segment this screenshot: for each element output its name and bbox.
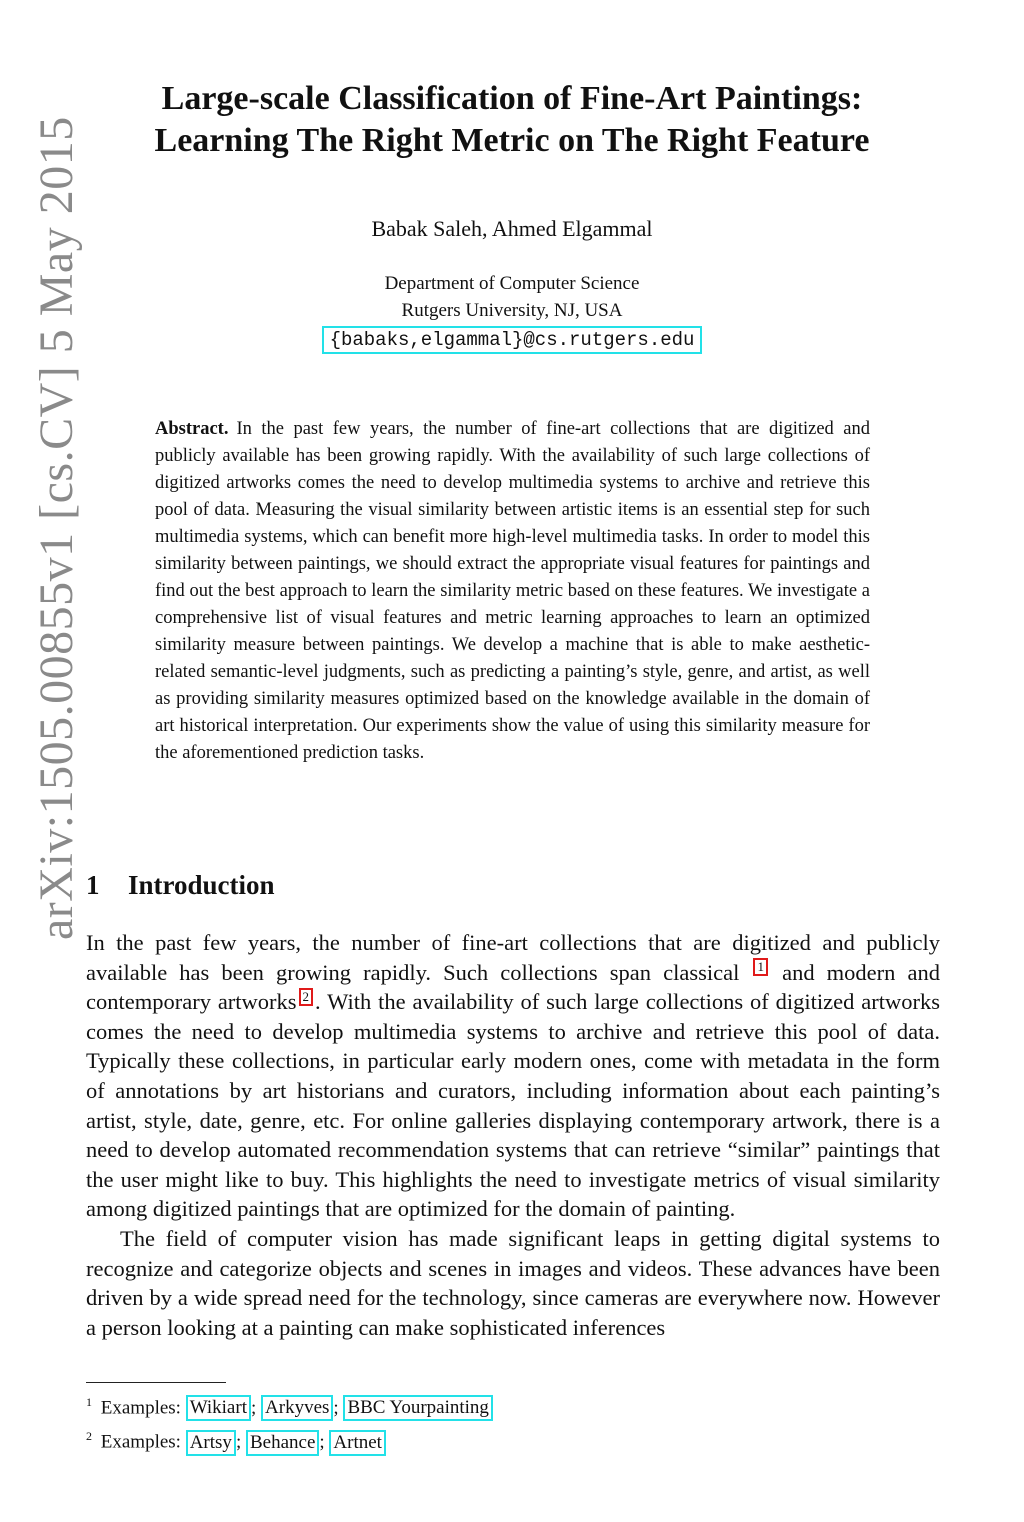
section-heading-introduction (86, 866, 275, 904)
link-wikiart[interactable]: Wikiart (186, 1395, 251, 1421)
link-separator: ; (235, 1431, 242, 1453)
arxiv-identifier-stamp: arXiv:1505.00855v1 [cs.CV] 5 May 2015 (30, 116, 83, 940)
intro-p1-text-a: In the past few years, the number of fine-art collections that are digitized and publicly available has been growing rapidly. Such collections span classical (86, 930, 940, 985)
link-arkyves[interactable]: Arkyves (261, 1395, 333, 1421)
link-bbc-yourpainting[interactable]: BBC Yourpainting (343, 1395, 492, 1421)
introduction-body (86, 928, 940, 1342)
footnote-2 (86, 1422, 946, 1456)
email-link[interactable]: {babaks,elgammal}@cs.rutgers.edu (322, 326, 703, 354)
link-separator: ; (319, 1431, 325, 1453)
link-separator: ; (250, 1397, 257, 1419)
footnotes (86, 1388, 946, 1457)
paper-title (100, 78, 924, 162)
authors: Babak Saleh, Ahmed Elgammal (371, 216, 653, 241)
title-line-1: Large-scale Classification of Fine-Art Paintings: (161, 80, 863, 117)
link-artnet[interactable]: Artnet (329, 1430, 386, 1456)
department: Department of Computer Science (384, 273, 640, 294)
abstract-label: Abstract. (155, 419, 229, 439)
abstract (155, 416, 870, 767)
university: Rutgers University, NJ, USA (401, 300, 623, 321)
footnote-separator (86, 1382, 226, 1383)
link-behance[interactable]: Behance (246, 1430, 319, 1456)
intro-p1-text-b: and modern and contemporary artworks (86, 959, 940, 1015)
footnote-1 (86, 1388, 946, 1422)
footnote-ref-1[interactable]: 1 (753, 958, 768, 976)
footnote-2-mark: 2 (86, 1429, 92, 1444)
affiliation (100, 270, 924, 354)
intro-paragraph-2: The field of computer vision has made significant leaps in getting digital systems to recognize and categorize objects and scenes in images and videos. These advances have been driven by a wide spread need for the technology, since cameras are everywhere now. However a person looking at a painting can make sophisticated inferences (86, 1225, 940, 1340)
section-title: Introduction (128, 870, 275, 900)
footnote-1-mark: 1 (86, 1395, 92, 1409)
intro-p1-text-c: . With the availability of such large collections of digitized artworks comes the need to develop multimedia systems to archive and retrieve this pool of data. Typically these collections, in particular early modern ones, come with metadata in the form of annotations by art historians and curators, including information about each painting’s artist, style, date, genre, etc. For online galleries displaying contemporary artwork, there is a need to develop automated recommendation systems that can retrieve “similar” paintings that the user might like to buy. This highlights the need to investigate metrics of visual similarity among digitized paintings that are optimized for the domain of painting. (86, 989, 940, 1222)
intro-paragraph-1 (86, 928, 940, 1224)
link-artsy[interactable]: Artsy (186, 1430, 236, 1456)
abstract-text: In the past few years, the number of fine-art collections that are digitized and publicly available has been growing rapidly. With the availability of such large collections of digitized artworks comes the need to develop multimedia systems to archive and retrieve this pool of data. Measuring the visual similarity between artistic items is an essential step for such multimedia systems, which can benefit more high-level multimedia tasks. In order to model this similarity between paintings, we should extract the appropriate visual features for paintings and find out the best approach to learn the similarity metric based on these features. We investigate a comprehensive list of visual features and metric learning approaches to learn an optimized similarity measure between paintings. We develop a machine that is able to make aesthetic-related semantic-level judgments, such as predicting a painting’s style, genre, and artist, as well as providing similarity measures optimized based on the knowledge available in the domain of art historical interpretation. Our experiments show the value of using this similarity measure for the aforementioned prediction tasks. (155, 419, 870, 763)
section-number: 1 (86, 870, 100, 900)
footnote-1-label: Examples: (100, 1397, 181, 1419)
link-separator: ; (333, 1397, 339, 1419)
footnote-2-label: Examples: (100, 1431, 181, 1453)
footnote-ref-2[interactable]: 2 (299, 988, 314, 1006)
title-line-2: Learning The Right Metric on The Right Feature (154, 122, 870, 159)
